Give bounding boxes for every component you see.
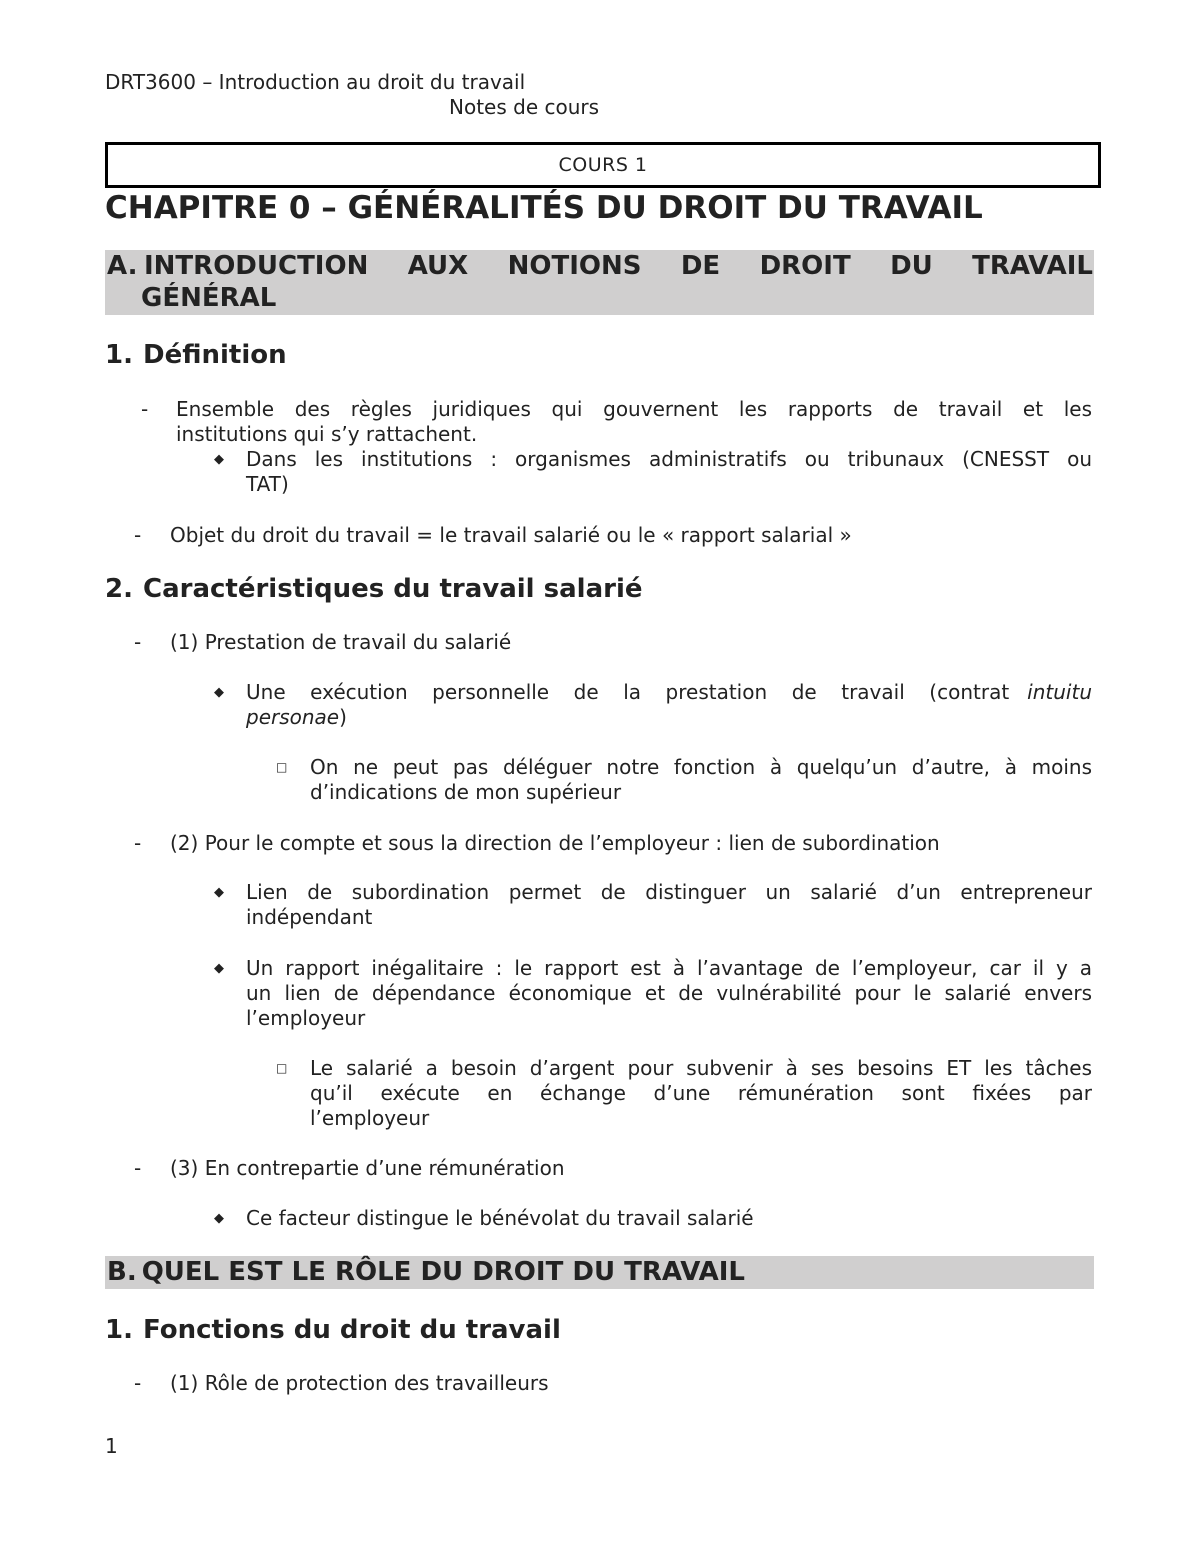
subsection-number: 1. xyxy=(105,340,133,370)
latin-term: intuitu xyxy=(1027,680,1092,704)
subsection-title: Fonctions du droit du travail xyxy=(143,1315,561,1345)
a2-point1: (1) Prestation de travail du salarié xyxy=(170,630,512,654)
a2-p2-bullet2-line3: l’employeur xyxy=(246,1006,366,1030)
subsection-number: 2. xyxy=(105,574,133,604)
b1-point1: (1) Rôle de protection des travailleurs xyxy=(170,1371,549,1395)
notes-subtitle: Notes de cours xyxy=(449,95,600,119)
dash-bullet: - xyxy=(134,1156,142,1180)
a2-p2-bullet2-line2: un lien de dépendance économique et de vulnérabilité pour le salarié envers xyxy=(246,981,1092,1005)
dash-bullet: - xyxy=(134,630,142,654)
a1-item1-line1: Ensemble des règles juridiques qui gouvernent les rapports de travail et les xyxy=(176,397,1092,421)
subsection-b1-heading xyxy=(105,1314,561,1346)
a2-p2-bullet2-line1: Un rapport inégalitaire : le rapport est à l’avantage de l’employeur, car il y a xyxy=(246,956,1092,980)
a2-p1-sub1 xyxy=(310,755,1092,805)
a2-p1-sub1-line1: On ne peut pas déléguer notre fonction à quelqu’un d’autre, à moins xyxy=(310,755,1092,779)
a1-item1-line2: institutions qui s’y rattachent. xyxy=(176,422,478,446)
a1-item2: Objet du droit du travail = le travail salarié ou le « rapport salarial » xyxy=(170,523,852,547)
dash-bullet: - xyxy=(134,831,142,855)
section-a-title-line1: INTRODUCTION AUX NOTIONS DE DROIT DU TRAVAIL xyxy=(144,251,1093,281)
latin-term: personae xyxy=(246,705,340,729)
section-b-title: QUEL EST LE RÔLE DU DROIT DU TRAVAIL xyxy=(141,1257,745,1287)
subsection-title: Caractéristiques du travail salarié xyxy=(143,574,643,604)
a2-p2-sub1 xyxy=(310,1056,1092,1131)
a2-p1-sub1-line2: d’indications de mon supérieur xyxy=(310,780,622,804)
subsection-title: Définition xyxy=(143,340,287,370)
a2-p1-bullet1 xyxy=(246,680,1092,730)
diamond-bullet-icon: ◆ xyxy=(214,452,224,467)
chapter-title: CHAPITRE 0 – GÉNÉRALITÉS DU DROIT DU TRAVAIL xyxy=(105,190,983,226)
cours-box: COURS 1 xyxy=(105,142,1101,188)
a2-p2-bullet1 xyxy=(246,880,1092,930)
a2-p3-bullet1: Ce facteur distingue le bénévolat du travail salarié xyxy=(246,1206,754,1230)
a1-sub1-line2: TAT) xyxy=(246,472,289,496)
a2-p2-sub1-line2: qu’il exécute en échange d’une rémunération sont fixées par xyxy=(310,1081,1092,1105)
a2-p1-bullet1-line2 xyxy=(246,705,1092,730)
course-header: DRT3600 – Introduction au droit du travail xyxy=(105,70,526,94)
subsection-a1-heading xyxy=(105,339,287,371)
square-bullet-icon: □ xyxy=(276,1061,288,1075)
diamond-bullet-icon: ◆ xyxy=(214,961,224,976)
a1-item1 xyxy=(176,397,1092,447)
dash-bullet: - xyxy=(134,1371,142,1395)
page-number: 1 xyxy=(105,1434,118,1458)
a2-p2-bullet1-line1: Lien de subordination permet de distinguer un salarié d’un entrepreneur xyxy=(246,880,1092,904)
diamond-bullet-icon: ◆ xyxy=(214,1211,224,1226)
dash-bullet: - xyxy=(141,397,149,421)
a2-p1-bullet1-line1 xyxy=(246,680,1092,705)
diamond-bullet-icon: ◆ xyxy=(214,685,224,700)
section-a-letter: A. xyxy=(107,251,138,281)
closing-paren: ) xyxy=(339,705,347,729)
a2-point3: (3) En contrepartie d’une rémunération xyxy=(170,1156,565,1180)
diamond-bullet-icon: ◆ xyxy=(214,885,224,900)
a2-p2-bullet2 xyxy=(246,956,1092,1031)
a2-p2-sub1-line1: Le salarié a besoin d’argent pour subvenir à ses besoins ET les tâches xyxy=(310,1056,1092,1080)
square-bullet-icon: □ xyxy=(276,760,288,774)
section-a-title-line2: GÉNÉRAL xyxy=(141,283,277,313)
dash-bullet: - xyxy=(134,523,142,547)
a2-point2: (2) Pour le compte et sous la direction de l’employeur : lien de subordination xyxy=(170,831,940,855)
line-text: Une exécution personnelle de la prestation de travail (contrat xyxy=(246,680,1010,704)
a2-p2-bullet1-line2: indépendant xyxy=(246,905,373,929)
section-b-heading xyxy=(107,1256,745,1288)
a1-sub1-line1: Dans les institutions : organismes administratifs ou tribunaux (CNESST ou xyxy=(246,447,1092,471)
a1-sub1 xyxy=(246,447,1092,497)
section-b-letter: B. xyxy=(107,1257,137,1287)
subsection-number: 1. xyxy=(105,1315,133,1345)
subsection-a2-heading xyxy=(105,573,642,605)
a2-p2-sub1-line3: l’employeur xyxy=(310,1106,430,1130)
